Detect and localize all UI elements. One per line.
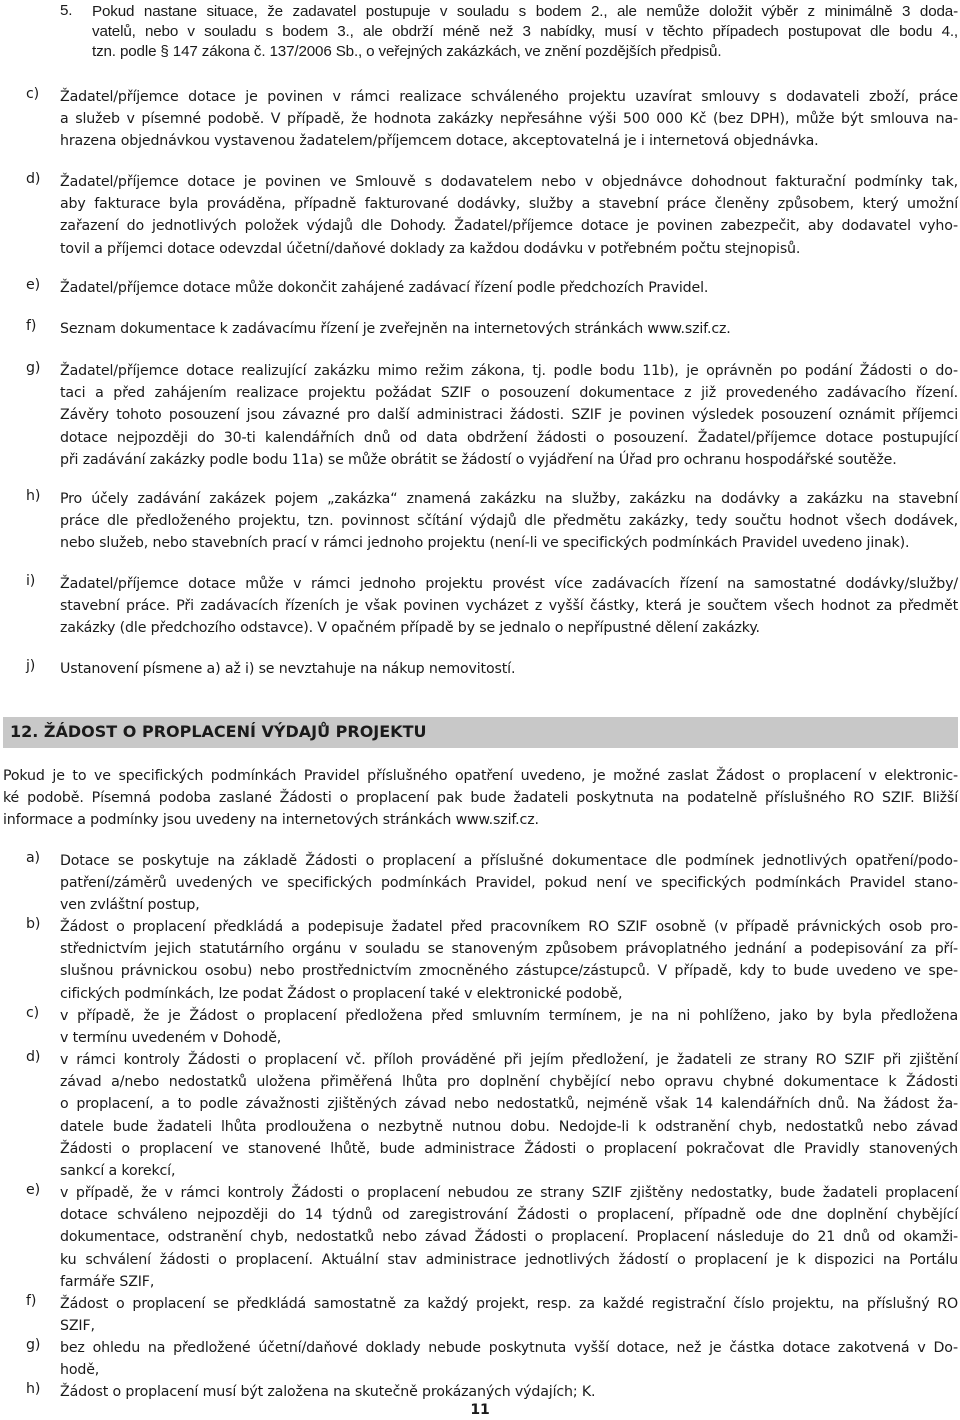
text-line: Závěry tohoto posouzení jsou závazné pro další administraci žádosti. SZIF je povinen výsledek posouzení oznámit příjemci [60,407,958,424]
text-line: patření/záměrů uvedených ve specifických podmínkách Pravidel, pokud není ve specifických podmínkách Pravidel stano- [60,875,958,892]
list-text [60,573,958,640]
text-line: Žádost o proplacení se předkládá samostatně za každý projekt, resp. za každé registrační číslo projektu, na příslušný RO [60,1296,958,1312]
list-text [60,171,958,260]
section-intro [3,765,958,832]
list-label: h) [26,1381,41,1397]
text-line: Pokud nastane situace, že zadavatel postupuje v souladu s bodem 2., ale nemůže doložit výběr z minimálně 3 doda- [92,3,958,20]
text-line: a služeb v písemné podobě. V případě, že hodnota zakázky nepřesáhne výši 500 000 Kč (bez DPH), může být smlouva na- [60,111,958,128]
text-line: bez ohledu na předložené účetní/daňové doklady nebude poskytnuta vyšší dotace, než je částka dotace zakotvená v Do- [60,1340,958,1356]
list-label: j) [26,658,36,674]
list-text [60,86,958,153]
list-text [60,1182,958,1293]
text-line: Žadatel/příjemce dotace je povinen v rámci realizace schváleného projektu uzavírat smlouvy s dodavateli zboží, práce [60,89,958,105]
item-5-text [92,2,958,63]
text-line: slušnou právnickou osobu) nebo prostřednictvím zmocněného zástupce/zástupců. V případě, kdy to bude uvedeno ve spe- [60,963,958,980]
list-label: i) [26,573,36,589]
list-label: c) [26,86,40,102]
text-line: práce dle předloženého projektu, tzn. povinnost sčítání výdajů dle předmětu zakázky, tedy součtu hodnot všech dodávek, [60,513,958,530]
text-line: Žadatel/příjemce dotace realizující zakázku mimo režim zákona, tj. podle bodu 11b), je oprávněn po podání Žádosti o do- [60,363,958,379]
list-label: e) [26,1182,40,1198]
text-line: dotace nejpozději do 30-ti kalendářních dnů od data obdržení žádosti o posouzení. Žadatel/příjemce dotace postupující [60,429,958,446]
list-text [60,318,958,340]
text-line: ku schválení žádosti o proplacení. Aktuální stav administrace jednotlivých žádostí o proplacení je k dispozici na Portálu [60,1251,958,1268]
text-line: Žadatel/příjemce dotace může v rámci jednoho projektu provést více zadávacích řízení na samostatné dodávky/služby/ [60,576,958,592]
text-line: informace a podmínky jsou uvedeny na internetových stránkách www.szif.cz. [3,812,539,829]
list-label: h) [26,488,41,504]
text-line: v termínu uvedeném v Dohodě, [60,1030,282,1047]
text-line: Žadatel/příjemce dotace je povinen ve Smlouvě s dodavatelem nebo v objednávce dohodnout fakturační podmínky tak, [60,174,958,190]
list-label: b) [26,916,41,932]
text-line: stavební práce. Při zadávacích řízeních je však povinen vycházet z vyšší částky, která je součtem všech hodnot za předmět [60,598,958,615]
list-label: e) [26,277,40,293]
text-line: zařazení do jednotlivých položek výdajů dle Dohody. Žadatel/příjemce dotace je povinen zabezpečit, aby dodavatel vyho- [60,218,958,235]
text-line: zakázky (dle předchozího odstavce). V opačném případě by se jednalo o nepřípustné dělení zakázky. [60,620,760,637]
list-label: g) [26,360,41,376]
text-line: SZIF, [60,1318,95,1335]
text-line: hrazena objednávkou vystavenou žadatelem/příjemcem dotace, akceptovatelná je i internetová objednávka. [60,133,819,150]
list-text [60,277,958,299]
list-label: d) [26,171,41,187]
text-line: závad a/nebo nedostatků uložena přiměřená lhůta pro doplnění chybějící nebo opravu chybné dokumentace k Žádosti [60,1074,958,1091]
text-line: ké podobě. Písemná podoba zaslané Žádosti o proplacení pak bude žadateli poskytnuta na podatelně příslušného RO SZIF. Bližší [3,790,958,807]
text-line: v případě, že v rámci kontroly Žádosti o proplacení nebudou ze strany SZIF zjištěny nedostatky, bude žadateli proplacení [60,1185,958,1201]
section-title: 12. ŽÁDOST O PROPLACENÍ VÝDAJŮ PROJEKTU [10,722,427,741]
text-line: Ustanovení písmene a) až i) se nevztahuje na nákup nemovitostí. [60,661,516,677]
text-line: Seznam dokumentace k zadávacímu řízení je zveřejněn na internetových stránkách www.szif.cz. [60,321,731,337]
text-line: střednictvím jejich statutárního orgánu v souladu se stanoveným způsobem právoplatného jednání a podepisování za pří- [60,941,958,958]
text-line: Žadatel/příjemce dotace může dokončit zahájené zadávací řízení podle předchozích Pravidel. [60,280,709,296]
item-5-number: 5. [60,2,73,19]
text-line: vatelů, nebo v souladu s bodem 3., ale obdrží méně než 3 nabídky, musí v těchto případech postupovat dle bodu 4., [92,23,958,41]
list-text [60,1005,958,1049]
list-label: c) [26,1005,40,1021]
text-line: cifických podmínkách, lze podat Žádost o proplacení také v elektronické podobě, [60,985,623,1002]
text-line: Žádost o proplacení předkládá a podepisuje žadatel před pracovníkem RO SZIF osobně (v případě právnických osob pro- [60,919,958,935]
list-text [60,658,958,680]
list-text [60,488,958,555]
list-text [60,1049,958,1182]
text-line: Žádosti o proplacení ve stanovené lhůtě, bude administrace Žádosti o proplacení pokračovat dle Pravidly stanovených [60,1140,958,1157]
text-line: v případě, že je Žádost o proplacení předložena před smluvním termínem, je na ni pohlíženo, jako by byla předložena [60,1008,958,1024]
list-label: f) [26,1293,37,1309]
text-line: sankcí a korekcí, [60,1163,176,1180]
page-number: 11 [470,1402,490,1418]
text-line: Pro účely zadávání zakázek pojem „zakázka“ znamená zakázku na služby, zakázku na dodávky a zakázku na stavební [60,491,958,507]
list-label: d) [26,1049,41,1065]
text-line: při zadávání zakázky podle bodu 11a) se může obrátit se žádostí o vyjádření na Úřad pro ochranu hospodářské soutěže. [60,451,897,468]
list-label: a) [26,850,40,866]
text-line: tzn. podle § 147 zákona č. 137/2006 Sb., o veřejných zakázkách, ve znění pozdějších předpisů. [92,43,722,61]
text-line: Dotace se poskytuje na základě Žádosti o proplacení a příslušné dokumentace dle podmínek jednotlivých opatření/podo- [60,853,958,869]
list-text [60,850,958,917]
list-text [60,360,958,471]
text-line: datele bude žadateli lhůta prodloužena o nezbytně nutnou dobu. Nedojde-li k odstranění chyb, nedostatků nebo závad [60,1118,958,1135]
text-line: v rámci kontroly Žádosti o proplacení vč. příloh prováděné při jejím předložení, je žadateli ze strany RO SZIF při zjištění [60,1052,958,1068]
text-line: farmáře SZIF, [60,1273,155,1290]
list-text [60,1381,958,1403]
list-label: g) [26,1337,41,1353]
list-text [60,1337,958,1381]
text-line: dokumentace, odstranění chyb, nedostatků nebo závad Žádosti o proplacení. Proplacení následuje do 21 dnů od okamži- [60,1229,958,1246]
text-line: hodě, [60,1362,100,1379]
text-line: Pokud je to ve specifických podmínkách Pravidel příslušného opatření uvedeno, je možné zaslat Žádost o proplacení v elektronic- [3,768,958,784]
text-line: dotace schváleno nejpozději do 14 týdnů od zaregistrování Žádosti o proplacení, případně ode dne doplnění chybějící [60,1207,958,1224]
text-line: o proplacení, a to podle závažnosti zjištěných závad nebo nedostatků, nejméně však 14 kalendářních dnů. Na žádost ža- [60,1096,958,1113]
text-line: nebo služeb, nebo stavebních prací v rámci jednoho projektu (není-li ve specifických podmínkách Pravidel uvedeno jinak). [60,535,910,552]
list-text [60,916,958,1005]
list-label: f) [26,318,37,334]
list-text [60,1293,958,1337]
text-line: ven zvláštní postup, [60,897,200,914]
section-heading-bar [3,717,958,748]
item-5 [0,0,960,62]
text-line: tovil a příjemci dotace odevzdal účetní/daňové doklady za každou dodávku v potřebném počtu stejnopisů. [60,240,801,257]
text-line: taci a před zahájením realizace projektu požádat SZIF o posouzení dokumentace z již provedeného zadávacího řízení. [60,385,958,402]
text-line: aby fakturace byla prováděna, případně fakturované dodávky, služby a stavební práce členěny způsobem, který umožní [60,196,958,213]
text-line: Žádost o proplacení musí být založena na skutečně prokázaných výdajích; K. [60,1384,596,1400]
